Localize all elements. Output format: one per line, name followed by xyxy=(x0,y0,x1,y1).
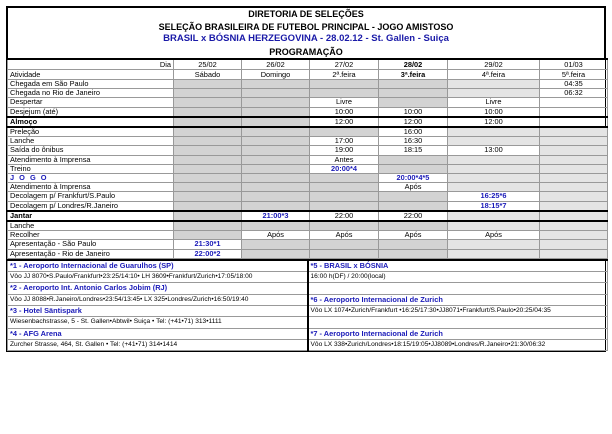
activity-label: Atendimento à Imprensa xyxy=(8,155,174,164)
activity-label: J O G O xyxy=(8,174,174,183)
day-date: 01/03 xyxy=(540,59,608,70)
schedule-cell xyxy=(242,107,310,117)
schedule-cell: 16:30 xyxy=(379,137,448,146)
schedule-cell xyxy=(242,146,310,155)
schedule-cell xyxy=(242,174,310,183)
note-title: *3 - Hotel Säntispark xyxy=(8,306,308,317)
schedule-cell: Livre xyxy=(310,98,379,107)
schedule-cell xyxy=(174,231,242,240)
note-row xyxy=(8,317,608,328)
schedule-cell xyxy=(540,231,608,240)
schedule-cell xyxy=(540,249,608,258)
schedule-cell xyxy=(310,192,379,201)
schedule-row xyxy=(8,146,608,155)
schedule-cell xyxy=(540,221,608,231)
schedule-cell xyxy=(174,107,242,117)
schedule-cell: 06:32 xyxy=(540,89,608,98)
schedule-cell: Antes xyxy=(310,155,379,164)
schedule-cell: 21:00*3 xyxy=(242,211,310,221)
schedule-row xyxy=(8,201,608,211)
schedule-cell: 10:00 xyxy=(310,107,379,117)
schedule-cell xyxy=(448,137,540,146)
schedule-cell xyxy=(174,98,242,107)
note-row xyxy=(8,283,608,294)
schedule-cell xyxy=(540,174,608,183)
schedule-row xyxy=(8,98,608,107)
day-date: 28/02 xyxy=(379,59,448,70)
schedule-cell xyxy=(174,155,242,164)
schedule-row xyxy=(8,80,608,89)
schedule-cell xyxy=(242,117,310,127)
schedule-cell xyxy=(174,164,242,173)
note-title: *4 - AFG Arena xyxy=(8,328,308,339)
schedule-cell xyxy=(379,221,448,231)
schedule-cell: Após xyxy=(448,231,540,240)
activity-label: Desjejum (até) xyxy=(8,107,174,117)
activity-label: Jantar xyxy=(8,211,174,221)
note-row xyxy=(8,306,608,317)
schedule-cell xyxy=(448,249,540,258)
schedule-cell xyxy=(448,174,540,183)
schedule-row xyxy=(8,117,608,127)
note-row xyxy=(8,272,608,283)
day-weekday: 2ª.feira xyxy=(310,70,379,80)
activity-label: Saída do ônibus xyxy=(8,146,174,155)
schedule-cell xyxy=(174,201,242,211)
schedule-row xyxy=(8,231,608,240)
schedule-cell: 12:00 xyxy=(448,117,540,127)
schedule-cell xyxy=(242,137,310,146)
schedule-cell: 13:00 xyxy=(448,146,540,155)
schedule-row xyxy=(8,164,608,173)
schedule-table xyxy=(7,58,608,259)
schedule-cell: Após xyxy=(379,231,448,240)
schedule-cell xyxy=(448,211,540,221)
schedule-cell xyxy=(540,164,608,173)
weekday-header-row xyxy=(8,70,608,80)
note-detail: Vôo LX 1074•Zurich/Frankfurt •16:25/17:30•JJ8071•Frankfurt/S.Paulo•20:25/04:35 xyxy=(308,306,608,317)
schedule-cell xyxy=(540,201,608,211)
day-weekday: 5ª.feira xyxy=(540,70,608,80)
schedule-cell xyxy=(540,183,608,192)
schedule-cell: 12:00 xyxy=(379,117,448,127)
schedule-cell xyxy=(540,137,608,146)
schedule-cell xyxy=(242,80,310,89)
note-detail: Vôo LX 338•Zurich/Londres•18:15/19:05•JJ8089•Londres/R.Janeiro•21:30/06:32 xyxy=(308,339,608,350)
note-row xyxy=(8,260,608,272)
schedule-cell xyxy=(242,249,310,258)
schedule-cell: 16:25*6 xyxy=(448,192,540,201)
activity-label: Almoço xyxy=(8,117,174,127)
schedule-row xyxy=(8,107,608,117)
activity-label: Lanche xyxy=(8,221,174,231)
schedule-cell xyxy=(448,80,540,89)
schedule-cell xyxy=(379,164,448,173)
activity-label: Lanche xyxy=(8,137,174,146)
schedule-frame xyxy=(6,6,606,352)
activity-label: Preleção xyxy=(8,127,174,137)
schedule-cell xyxy=(310,183,379,192)
schedule-cell xyxy=(242,89,310,98)
schedule-cell: 22:00*2 xyxy=(174,249,242,258)
schedule-row xyxy=(8,211,608,221)
schedule-sheet xyxy=(6,6,606,352)
activity-label: Recolher xyxy=(8,231,174,240)
schedule-cell xyxy=(310,80,379,89)
note-detail: Vôo JJ 8088•R.Janeiro/Londres•23:54/13:45• LX 325•Londres/Zurich•16:50/19:40 xyxy=(8,294,308,305)
schedule-cell xyxy=(448,89,540,98)
schedule-cell xyxy=(174,137,242,146)
day-weekday: Domingo xyxy=(242,70,310,80)
schedule-row xyxy=(8,240,608,249)
notes-table xyxy=(7,259,608,351)
schedule-cell xyxy=(242,155,310,164)
day-date: 29/02 xyxy=(448,59,540,70)
schedule-cell xyxy=(448,155,540,164)
note-title: *5 - BRASIL x BÓSNIA xyxy=(308,260,608,272)
schedule-cell xyxy=(242,221,310,231)
note-title: *2 - Aeroporto Int. Antonio Carlos Jobim (RJ) xyxy=(8,283,308,294)
schedule-cell xyxy=(310,249,379,258)
schedule-cell xyxy=(242,192,310,201)
schedule-row xyxy=(8,221,608,231)
note-row xyxy=(8,294,608,305)
activity-label: Atendimento à Imprensa xyxy=(8,183,174,192)
schedule-cell xyxy=(540,192,608,201)
schedule-cell xyxy=(174,89,242,98)
schedule-cell xyxy=(379,201,448,211)
schedule-cell: Livre xyxy=(448,98,540,107)
schedule-cell xyxy=(242,98,310,107)
schedule-cell: 22:00 xyxy=(310,211,379,221)
schedule-cell: 12:00 xyxy=(310,117,379,127)
activity-label: Despertar xyxy=(8,98,174,107)
day-date: 25/02 xyxy=(174,59,242,70)
schedule-cell xyxy=(174,80,242,89)
schedule-cell xyxy=(174,192,242,201)
schedule-cell xyxy=(540,98,608,107)
schedule-cell xyxy=(379,240,448,249)
schedule-cell: 10:00 xyxy=(448,107,540,117)
schedule-cell: 18:15*7 xyxy=(448,201,540,211)
schedule-row xyxy=(8,127,608,137)
day-date: 26/02 xyxy=(242,59,310,70)
schedule-cell xyxy=(540,107,608,117)
day-header-row xyxy=(8,59,608,70)
schedule-cell: 20:00*4*5 xyxy=(379,174,448,183)
note-title: *1 - Aeroporto Internacional de Guarulhos (SP) xyxy=(8,260,308,272)
note-detail: Vôo JJ 8070•S.Paulo/Frankfurt•23:25/14:10• LH 3609•Frankfurt/Zurich•17:05/18:00 xyxy=(8,272,308,283)
schedule-cell xyxy=(242,183,310,192)
note-detail: Wiesenbachstrasse, 5 - St. Gallen•Abtwil• Suiça • Tel: (+41•71) 313•1111 xyxy=(8,317,308,328)
schedule-cell: 21:30*1 xyxy=(174,240,242,249)
schedule-cell xyxy=(540,240,608,249)
day-weekday: Sábado xyxy=(174,70,242,80)
schedule-cell xyxy=(379,249,448,258)
schedule-cell xyxy=(174,174,242,183)
day-date: 27/02 xyxy=(310,59,379,70)
note-row xyxy=(8,339,608,350)
note-detail: Zurcher Strasse, 464, St. Gallen • Tel: (+41•71) 314•1414 xyxy=(8,339,308,350)
schedule-cell xyxy=(448,183,540,192)
schedule-row xyxy=(8,192,608,201)
day-weekday: 4ª.feira xyxy=(448,70,540,80)
schedule-cell: 19:00 xyxy=(310,146,379,155)
activity-label: Apresentação - Rio de Janeiro xyxy=(8,249,174,258)
activity-label: Chegada em São Paulo xyxy=(8,80,174,89)
schedule-cell: 16:00 xyxy=(379,127,448,137)
schedule-cell xyxy=(174,183,242,192)
schedule-cell xyxy=(174,146,242,155)
schedule-cell xyxy=(540,211,608,221)
activity-label: Apresentação - São Paulo xyxy=(8,240,174,249)
schedule-cell xyxy=(448,221,540,231)
schedule-cell xyxy=(379,98,448,107)
atividade-label: Atividade xyxy=(8,70,174,80)
schedule-cell: Após xyxy=(379,183,448,192)
header-block xyxy=(7,7,605,58)
activity-label: Treino xyxy=(8,164,174,173)
schedule-cell: 22:00 xyxy=(379,211,448,221)
schedule-cell xyxy=(310,89,379,98)
dia-label: Dia xyxy=(8,59,174,70)
schedule-cell xyxy=(310,127,379,137)
header-programacao: PROGRAMAÇÃO xyxy=(269,46,343,57)
schedule-cell: Após xyxy=(242,231,310,240)
schedule-cell xyxy=(379,89,448,98)
schedule-cell xyxy=(448,240,540,249)
schedule-cell: 18:15 xyxy=(379,146,448,155)
schedule-cell xyxy=(540,127,608,137)
schedule-cell xyxy=(448,164,540,173)
schedule-cell: 10:00 xyxy=(379,107,448,117)
schedule-row xyxy=(8,174,608,183)
schedule-row xyxy=(8,137,608,146)
schedule-cell xyxy=(379,192,448,201)
header-team: SELEÇÃO BRASILEIRA DE FUTEBOL PRINCIPAL - JOGO AMISTOSO xyxy=(158,21,454,32)
schedule-cell xyxy=(540,155,608,164)
note-title: *6 - Aeroporto Internacional de Zurich xyxy=(308,294,608,305)
day-weekday: 3ª.feira xyxy=(379,70,448,80)
schedule-row xyxy=(8,89,608,98)
schedule-cell xyxy=(448,127,540,137)
schedule-cell xyxy=(379,80,448,89)
schedule-cell xyxy=(174,221,242,231)
schedule-cell xyxy=(242,127,310,137)
schedule-cell: 17:00 xyxy=(310,137,379,146)
schedule-row xyxy=(8,249,608,258)
schedule-row xyxy=(8,155,608,164)
activity-label: Decolagem p/ Frankfurt/S.Paulo xyxy=(8,192,174,201)
activity-label: Chegada no Rio de Janeiro xyxy=(8,89,174,98)
schedule-cell: 04:35 xyxy=(540,80,608,89)
schedule-cell xyxy=(540,146,608,155)
note-title: *7 - Aeroporto Internacional de Zurich xyxy=(308,328,608,339)
header-directorate: DIRETORIA DE SELEÇÕES xyxy=(248,9,364,19)
schedule-cell xyxy=(242,201,310,211)
note-row xyxy=(8,328,608,339)
schedule-cell xyxy=(174,211,242,221)
schedule-row xyxy=(8,183,608,192)
header-match: BRASIL x BÓSNIA HERZEGOVINA - 28.02.12 - St. Gallen - Suiça xyxy=(163,33,449,44)
schedule-cell: 20:00*4 xyxy=(310,164,379,173)
note-detail: 16:00 h(DF) / 20:00(local) xyxy=(308,272,608,283)
schedule-cell: Após xyxy=(310,231,379,240)
schedule-cell xyxy=(174,127,242,137)
note-empty xyxy=(308,283,608,294)
schedule-cell xyxy=(310,240,379,249)
activity-label: Decolagem p/ Londres/R.Janeiro xyxy=(8,201,174,211)
schedule-cell xyxy=(379,155,448,164)
schedule-cell xyxy=(310,174,379,183)
note-empty xyxy=(308,317,608,328)
schedule-cell xyxy=(242,240,310,249)
schedule-cell xyxy=(310,221,379,231)
schedule-cell xyxy=(540,117,608,127)
schedule-cell xyxy=(174,117,242,127)
schedule-cell xyxy=(310,201,379,211)
schedule-cell xyxy=(242,164,310,173)
